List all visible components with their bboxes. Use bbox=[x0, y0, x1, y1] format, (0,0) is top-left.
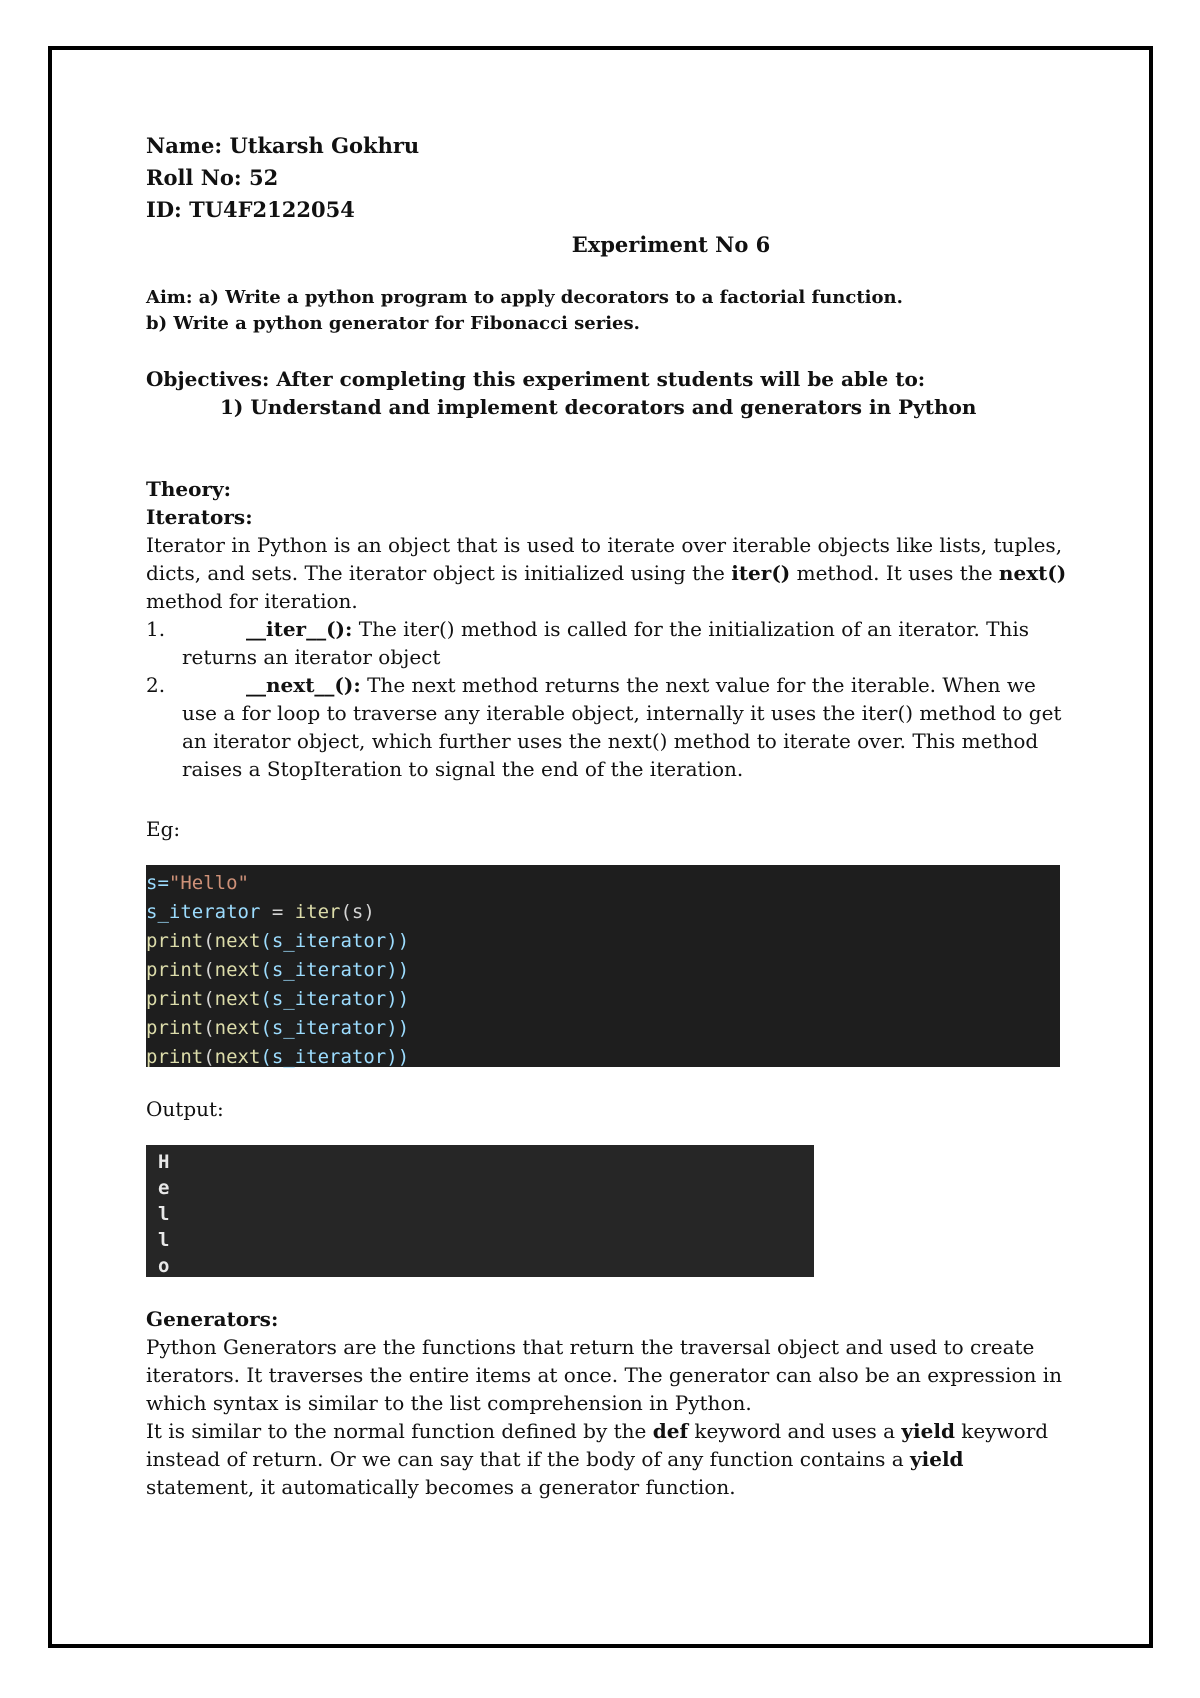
aim-line-2: b) Write a python generator for Fibonacci series. bbox=[146, 313, 640, 334]
list-term: __iter__(): bbox=[246, 617, 353, 641]
code-token: print bbox=[146, 959, 204, 981]
code-line bbox=[146, 985, 1060, 1014]
code-token: (s_iterator)) bbox=[260, 959, 410, 981]
code-block bbox=[146, 865, 1060, 1067]
iter-text-2: method. It uses the bbox=[790, 561, 999, 585]
output-line: o bbox=[158, 1255, 170, 1277]
output-label: Output: bbox=[146, 1097, 224, 1121]
code-token: (s_iterator)) bbox=[260, 930, 410, 952]
objectives-section bbox=[146, 365, 1076, 421]
yield-keyword: yield bbox=[910, 1447, 964, 1471]
code-token: ( bbox=[203, 1046, 215, 1068]
def-keyword: def bbox=[652, 1419, 689, 1443]
code-token: s= bbox=[146, 872, 169, 894]
output-line: H bbox=[158, 1151, 170, 1173]
code-token: print bbox=[146, 1017, 204, 1039]
code-token: (s_iterator)) bbox=[260, 1017, 410, 1039]
code-token: (s) bbox=[340, 901, 375, 923]
code-token: next bbox=[214, 988, 261, 1010]
code-line bbox=[146, 927, 1060, 956]
code-token: print bbox=[146, 930, 204, 952]
list-item bbox=[146, 671, 1076, 783]
output-line: l bbox=[158, 1203, 170, 1225]
code-token: ( bbox=[203, 959, 215, 981]
code-line bbox=[146, 869, 1060, 898]
gen-text: keyword instead of return. Or we can say that if the body of any function contains a bbox=[146, 1419, 1049, 1471]
output-block bbox=[146, 1145, 814, 1277]
generators-section bbox=[146, 1305, 1076, 1501]
code-token: iter bbox=[294, 901, 341, 923]
code-token: ( bbox=[203, 930, 215, 952]
code-token: next bbox=[214, 1017, 261, 1039]
gen-text: keyword and uses a bbox=[688, 1419, 902, 1443]
next-method-bold: next() bbox=[998, 561, 1067, 585]
output-line: e bbox=[158, 1177, 170, 1199]
objectives-heading: Objectives: After completing this experiment students will be able to: bbox=[146, 367, 926, 391]
code-line bbox=[146, 1043, 1060, 1072]
gen-text: It is similar to the normal function defined by the bbox=[146, 1419, 653, 1443]
code-line bbox=[146, 956, 1060, 985]
iter-text-1: Iterator in Python is an object that is used to iterate over iterable objects like lists, tuples, dicts, and sets. The iterator object is initialized using the bbox=[146, 533, 1063, 585]
code-token: print bbox=[146, 988, 204, 1010]
objective-item: 1) Understand and implement decorators and generators in Python bbox=[220, 395, 977, 419]
code-token: next bbox=[214, 959, 261, 981]
list-item bbox=[146, 615, 1076, 671]
code-token: next bbox=[214, 930, 261, 952]
iterators-paragraph bbox=[146, 531, 1076, 615]
code-token: s_iterator bbox=[146, 901, 261, 923]
aim-line-1: Aim: a) Write a python program to apply decorators to a factorial function. bbox=[146, 287, 903, 308]
list-number: 2. bbox=[146, 673, 166, 697]
code-token: "Hello" bbox=[168, 872, 249, 894]
gen-text: statement, it automatically becomes a generator function. bbox=[146, 1475, 736, 1499]
generators-paragraph-1: Python Generators are the functions that return the traversal object and used to create iterators. It traverses the entire items at once. The generator can also be an expression in which syntax is similar to the list comprehension in Python. bbox=[146, 1335, 1063, 1415]
roll-number: Roll No: 52 bbox=[146, 165, 279, 190]
code-token: print bbox=[146, 1046, 204, 1068]
document-body bbox=[146, 130, 1076, 1501]
iter-text-3: method for iteration. bbox=[146, 589, 358, 613]
yield-keyword: yield bbox=[901, 1419, 955, 1443]
code-token: = bbox=[260, 901, 295, 923]
iterator-methods-list bbox=[146, 615, 1076, 783]
code-token: (s_iterator)) bbox=[260, 988, 410, 1010]
aim-section bbox=[146, 285, 1076, 337]
list-number: 1. bbox=[146, 617, 166, 641]
code-line bbox=[146, 1014, 1060, 1043]
list-term: __next__(): bbox=[246, 673, 361, 697]
student-id: ID: TU4F2122054 bbox=[146, 197, 355, 222]
code-token: (s_iterator)) bbox=[260, 1046, 410, 1068]
generators-paragraph-2 bbox=[146, 1417, 1076, 1501]
student-name: Name: Utkarsh Gokhru bbox=[146, 133, 420, 158]
list-text: The next method returns the next value for the iterable. When we use a for loop to traverse any iterable object, internally it uses the iter() method to get an iterator object, which further uses the next() method to iterate over. This method raises a StopIteration to signal the end of the iteration. bbox=[182, 673, 1062, 781]
code-token: next bbox=[214, 1046, 261, 1068]
generators-heading: Generators: bbox=[146, 1307, 279, 1331]
theory-section bbox=[146, 475, 1076, 1501]
list-text: The iter() method is called for the initialization of an iterator. This returns an iterator object bbox=[182, 617, 1030, 669]
iter-method-bold: iter() bbox=[731, 561, 791, 585]
theory-heading: Theory: bbox=[146, 477, 232, 501]
code-token: ( bbox=[203, 1017, 215, 1039]
iterators-heading: Iterators: bbox=[146, 505, 253, 529]
example-label: Eg: bbox=[146, 817, 181, 841]
code-line bbox=[146, 898, 1060, 927]
code-token: ( bbox=[203, 988, 215, 1010]
output-line: l bbox=[158, 1229, 170, 1251]
experiment-title: Experiment No 6 bbox=[571, 232, 771, 257]
